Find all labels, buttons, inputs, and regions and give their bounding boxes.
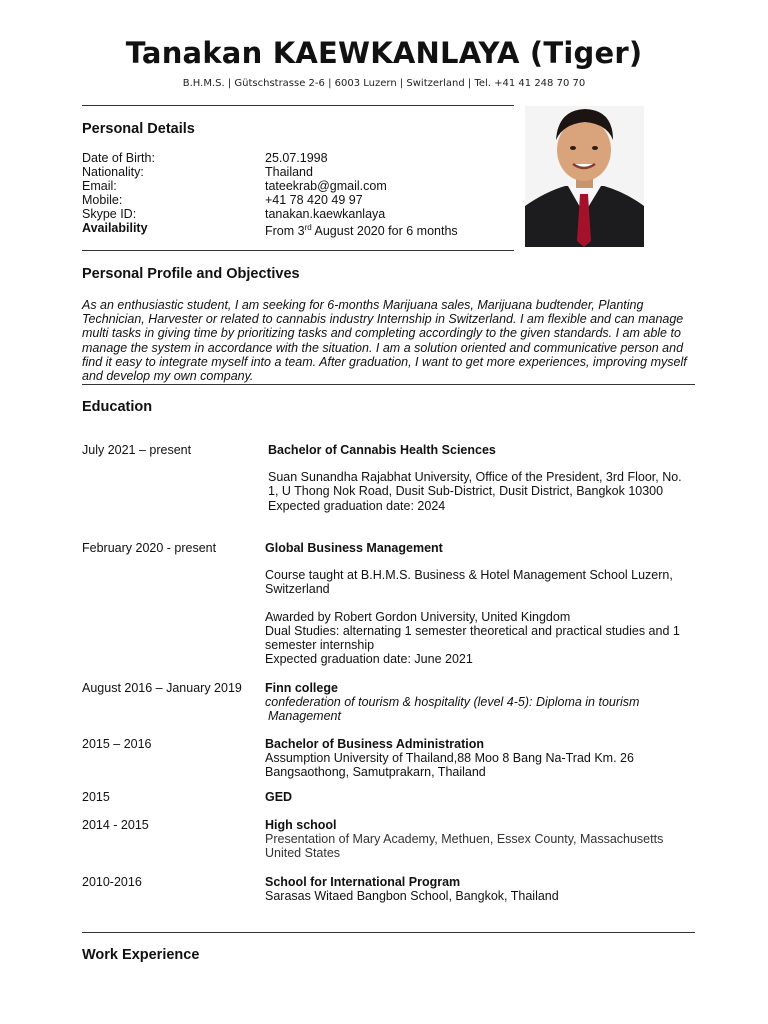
section-education: Education [82,399,153,415]
detail-value: 25.07.1998 [265,151,328,165]
detail-value: tateekrab@gmail.com [265,179,387,193]
detail-label: Nationality: [82,165,144,179]
divider [82,932,695,933]
detail-label: Skype ID: [82,207,137,221]
detail-label: Date of Birth: [82,151,155,165]
edu-entry: High school Presentation of Mary Academy, Methuen, Essex County, Massachusetts United States [265,818,664,861]
detail-label: Availability [82,221,148,235]
edu-date: August 2016 – January 2019 [82,681,242,695]
section-work-experience: Work Experience [82,947,200,963]
edu-date: 2015 [82,790,110,804]
edu-date: 2014 - 2015 [82,818,149,832]
resume-name: Tanakan KAEWKANLAYA (Tiger) [125,36,643,70]
detail-label: Mobile: [82,193,123,207]
edu-date: February 2020 - present [82,541,217,555]
edu-entry: Finn college confederation of tourism & hospitality (level 4-5): Diploma in tourism Management [265,681,640,724]
detail-value: +41 78 420 49 97 [265,193,363,207]
detail-row [82,207,458,221]
divider [82,105,514,106]
personal-details-list [82,151,458,238]
detail-row [82,151,458,165]
edu-entry: Bachelor of Cannabis Health Sciences Suan Sunandha Rajabhat University, Office of the President, 3rd Floor, No. 1, U Thong Nok Road, Dusit Sub-District, Dusit District, Bangkok 10300 Expected graduation date: 2024 [268,443,682,513]
edu-entry: School for International Program Sarasas Witaed Bangbon School, Bangkok, Thailand [265,875,559,904]
detail-label: Email: [82,179,117,193]
detail-row [82,165,458,179]
profile-photo [525,106,644,247]
profile-paragraph: As an enthusiastic student, I am seeking for 6-months Marijuana sales, Marijuana budtender, Planting Technician, Harvester or related to cannabis industry Internship in Switzerland. I am flexible and can manage multi tasks in giving time by prioritizing tasks and completing accordingly to the given standards. I am able to manage the system in accordance with the situation. I am a solution oriented and communicative person and find it easy to integrate myself into a team. After graduation, I want to get more experiences, improving myself and develop my own company. [82,298,687,384]
detail-row-availability [82,221,458,238]
detail-value: Thailand [265,165,313,179]
section-profile: Personal Profile and Objectives [82,266,300,282]
section-personal-details: Personal Details [82,121,195,137]
detail-value: tanakan.kaewkanlaya [265,207,386,221]
edu-entry: GED [265,790,293,804]
contact-line: B.H.M.S. | Gütschstrasse 2-6 | 6003 Luzern | Switzerland | Tel. +41 41 248 70 70 [182,78,586,89]
detail-value: From 3rd August 2020 for 6 months [265,223,458,239]
divider [82,384,695,385]
edu-date: 2010-2016 [82,875,142,889]
edu-date: July 2021 – present [82,443,192,457]
edu-entry: Global Business Management Course taught at B.H.M.S. Business & Hotel Management School Luzern, Switzerland Awarded by Robert Gordon University, United Kingdom Dual Studies: alternating 1 semester theoretical and practical studies and 1 semester internship Expected graduation date: June 2021 [265,541,680,667]
edu-entry: Bachelor of Business Administration Assumption University of Thailand,88 Moo 8 Bang Na-Trad Km. 26 Bangsaothong, Samutprakarn, Thailand [265,737,634,780]
detail-row [82,179,458,193]
edu-date: 2015 – 2016 [82,737,152,751]
divider [82,250,514,251]
detail-row [82,193,458,207]
